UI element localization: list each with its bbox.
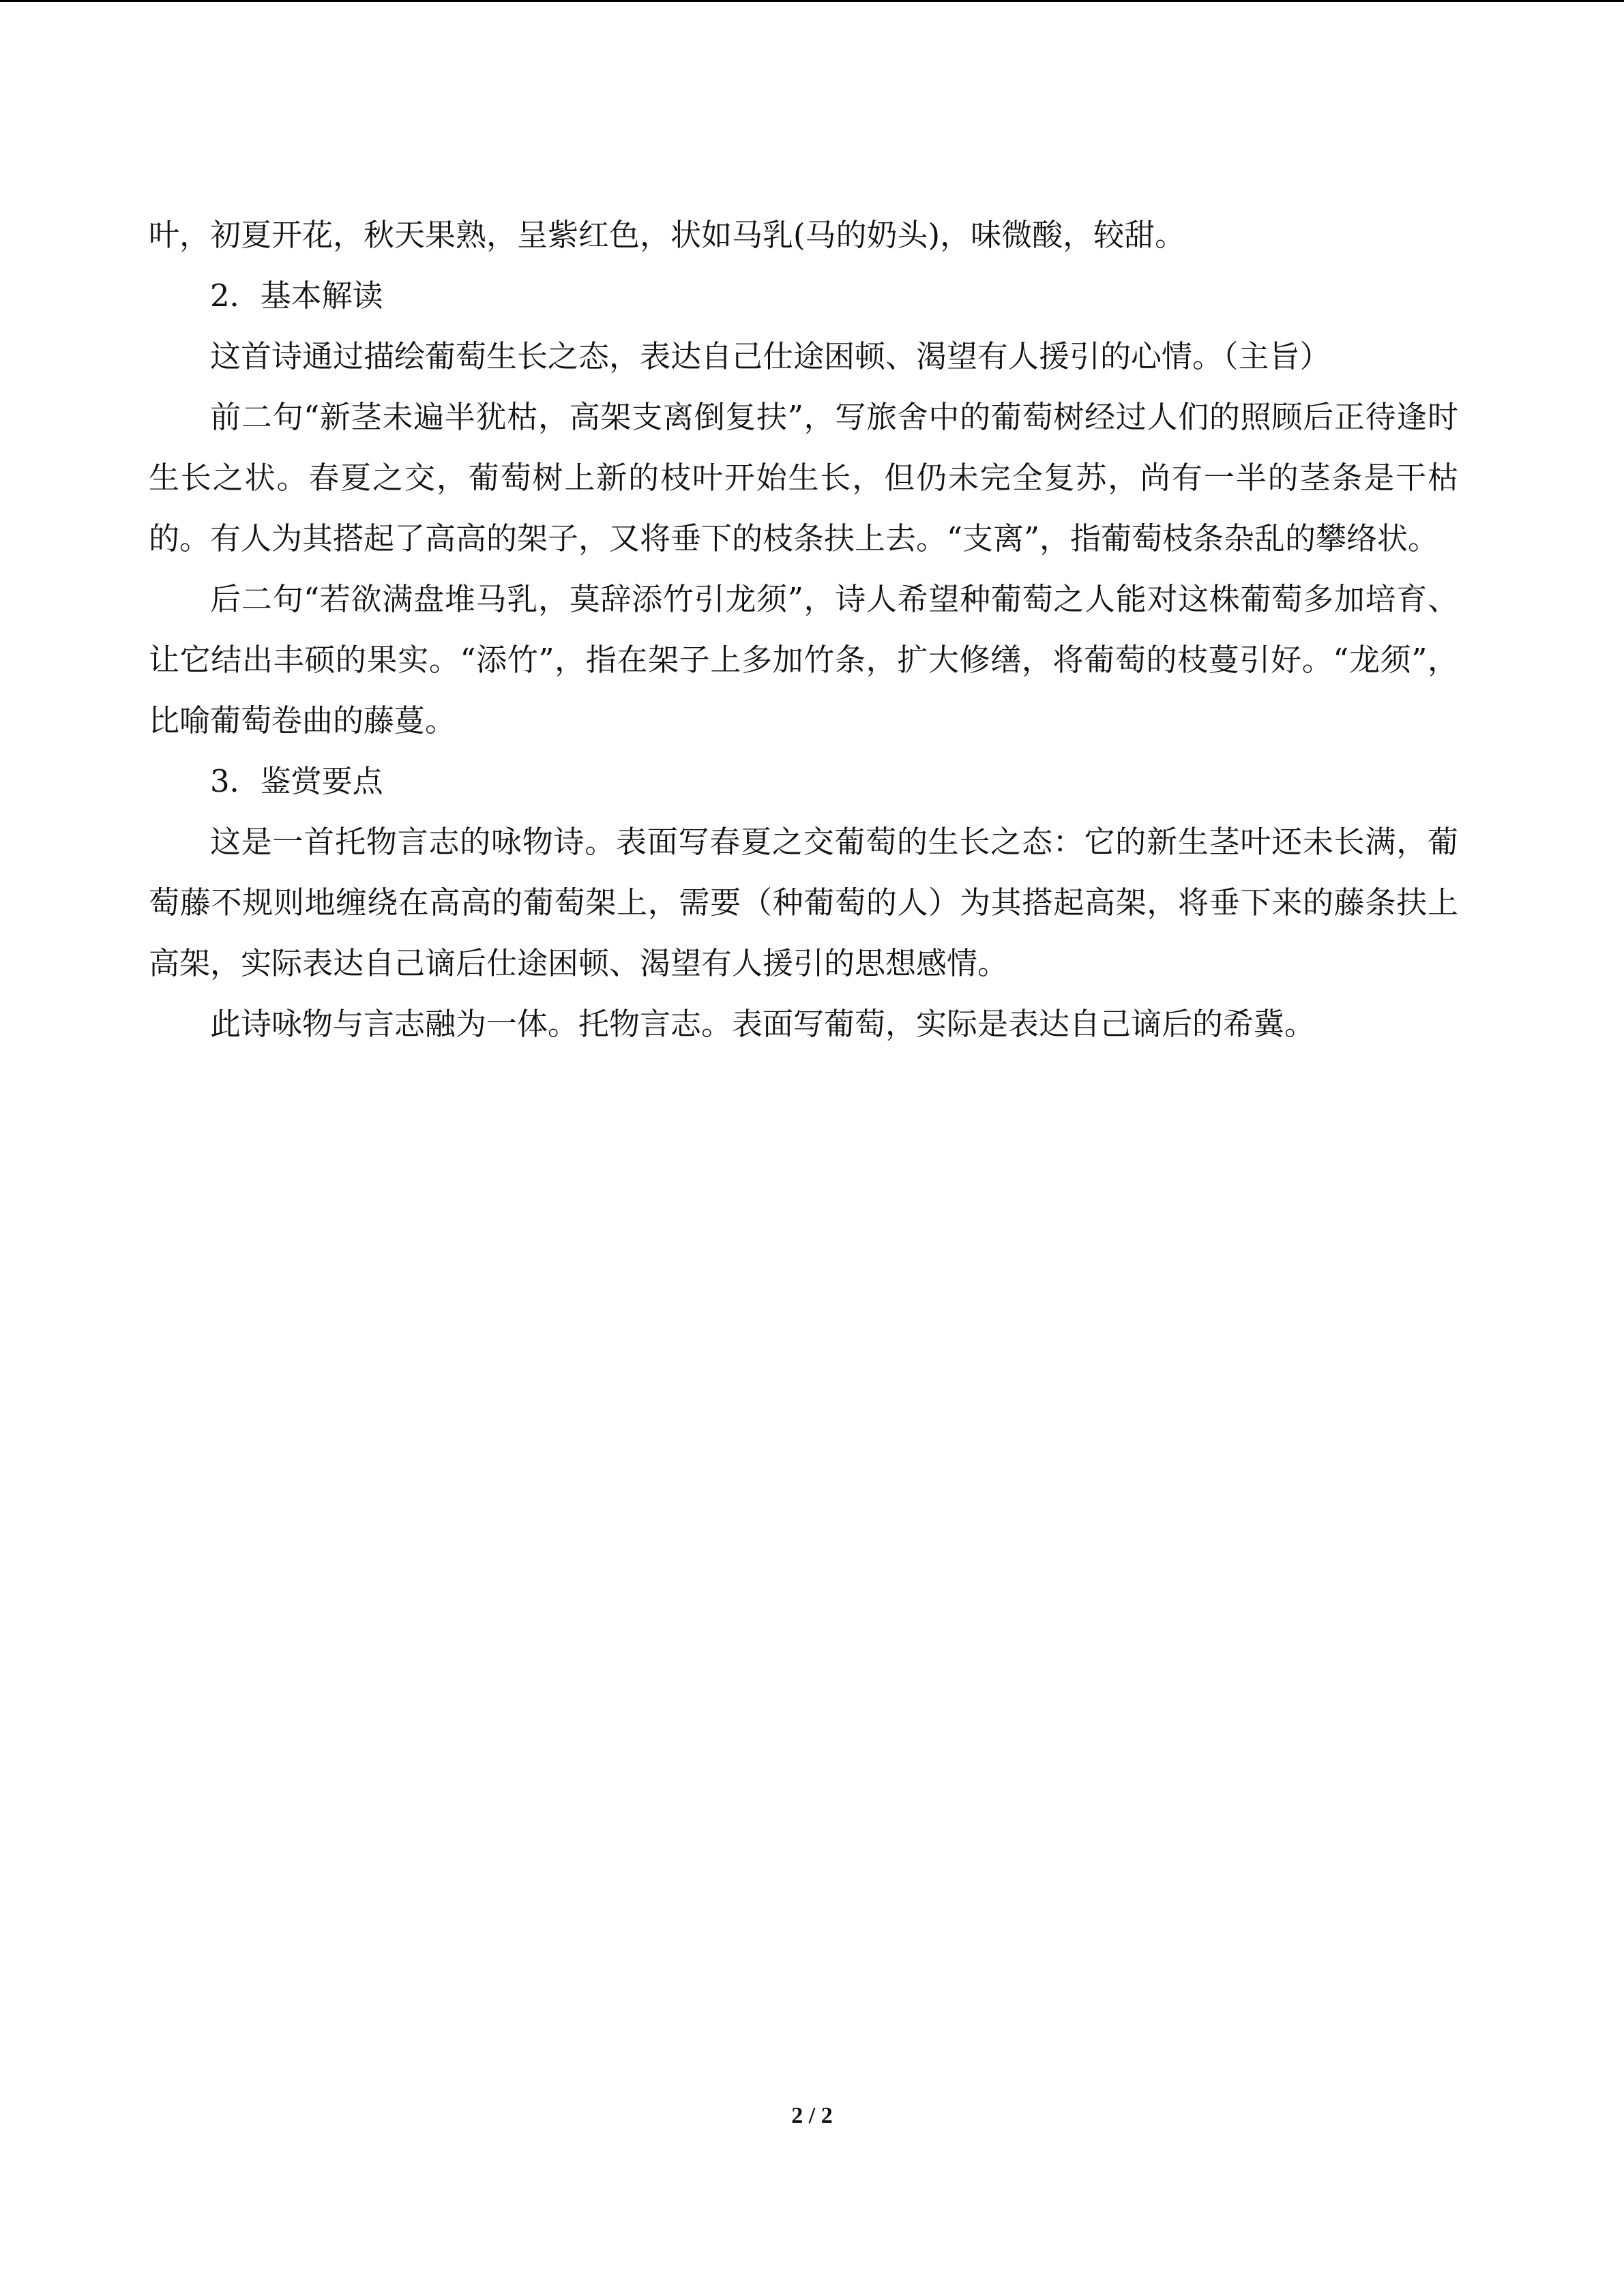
paragraph-conclusion: 此诗咏物与言志融为一体。托物言志。表面写葡萄，实际是表达自己谪后的希冀。 bbox=[210, 1006, 1316, 1042]
paragraph-appreciation: 这是一首托物言志的咏物诗。表面写春夏之交葡萄的生长之态：它的新生茎叶还未长满，葡萄藤不规则地缠绕在高高的葡萄架上，需要（种葡萄的人）为其搭起高架，将垂下来的藤条扶上高架，实际表达自己谪后仕途困顿、渴望有人援引的思想感情。 bbox=[149, 824, 1458, 981]
page-number: 2 / 2 bbox=[791, 2103, 833, 2128]
section-heading-appreciation: 3．鉴赏要点 bbox=[210, 763, 383, 799]
paragraph-first-two-lines: 前二句“新茎未遍半犹枯，高架支离倒复扶”，写旅舍中的葡萄树经过人们的照顾后正待逢时生长之状。春夏之交，葡萄树上新的枝叶开始生长，但仍未完全复苏，尚有一半的茎条是干枯的。有人为其搭起了高高的架子，又将垂下的枝条扶上去。“支离”，指葡萄枝条杂乱的攀络状。 bbox=[149, 399, 1458, 556]
document-body bbox=[149, 205, 1458, 1054]
paragraph-theme: 这首诗通过描绘葡萄生长之态，表达自己仕途困顿、渴望有人援引的心情。（主旨） bbox=[210, 338, 1331, 374]
paragraph-last-two-lines: 后二句“若欲满盘堆马乳，莫辞添竹引龙须”，诗人希望种葡萄之人能对这株葡萄多加培育、让它结出丰硕的果实。“添竹”，指在架子上多加竹条，扩大修缮，将葡萄的枝蔓引好。“龙须”，比喻葡萄卷曲的藤蔓。 bbox=[149, 581, 1458, 739]
section-heading-basic-reading: 2．基本解读 bbox=[210, 278, 383, 314]
paragraph-continuation: 叶，初夏开花，秋天果熟，呈紫红色，状如马乳(马的奶头)，味微酸，较甜。 bbox=[149, 217, 1186, 253]
top-border-line bbox=[0, 0, 1624, 2]
